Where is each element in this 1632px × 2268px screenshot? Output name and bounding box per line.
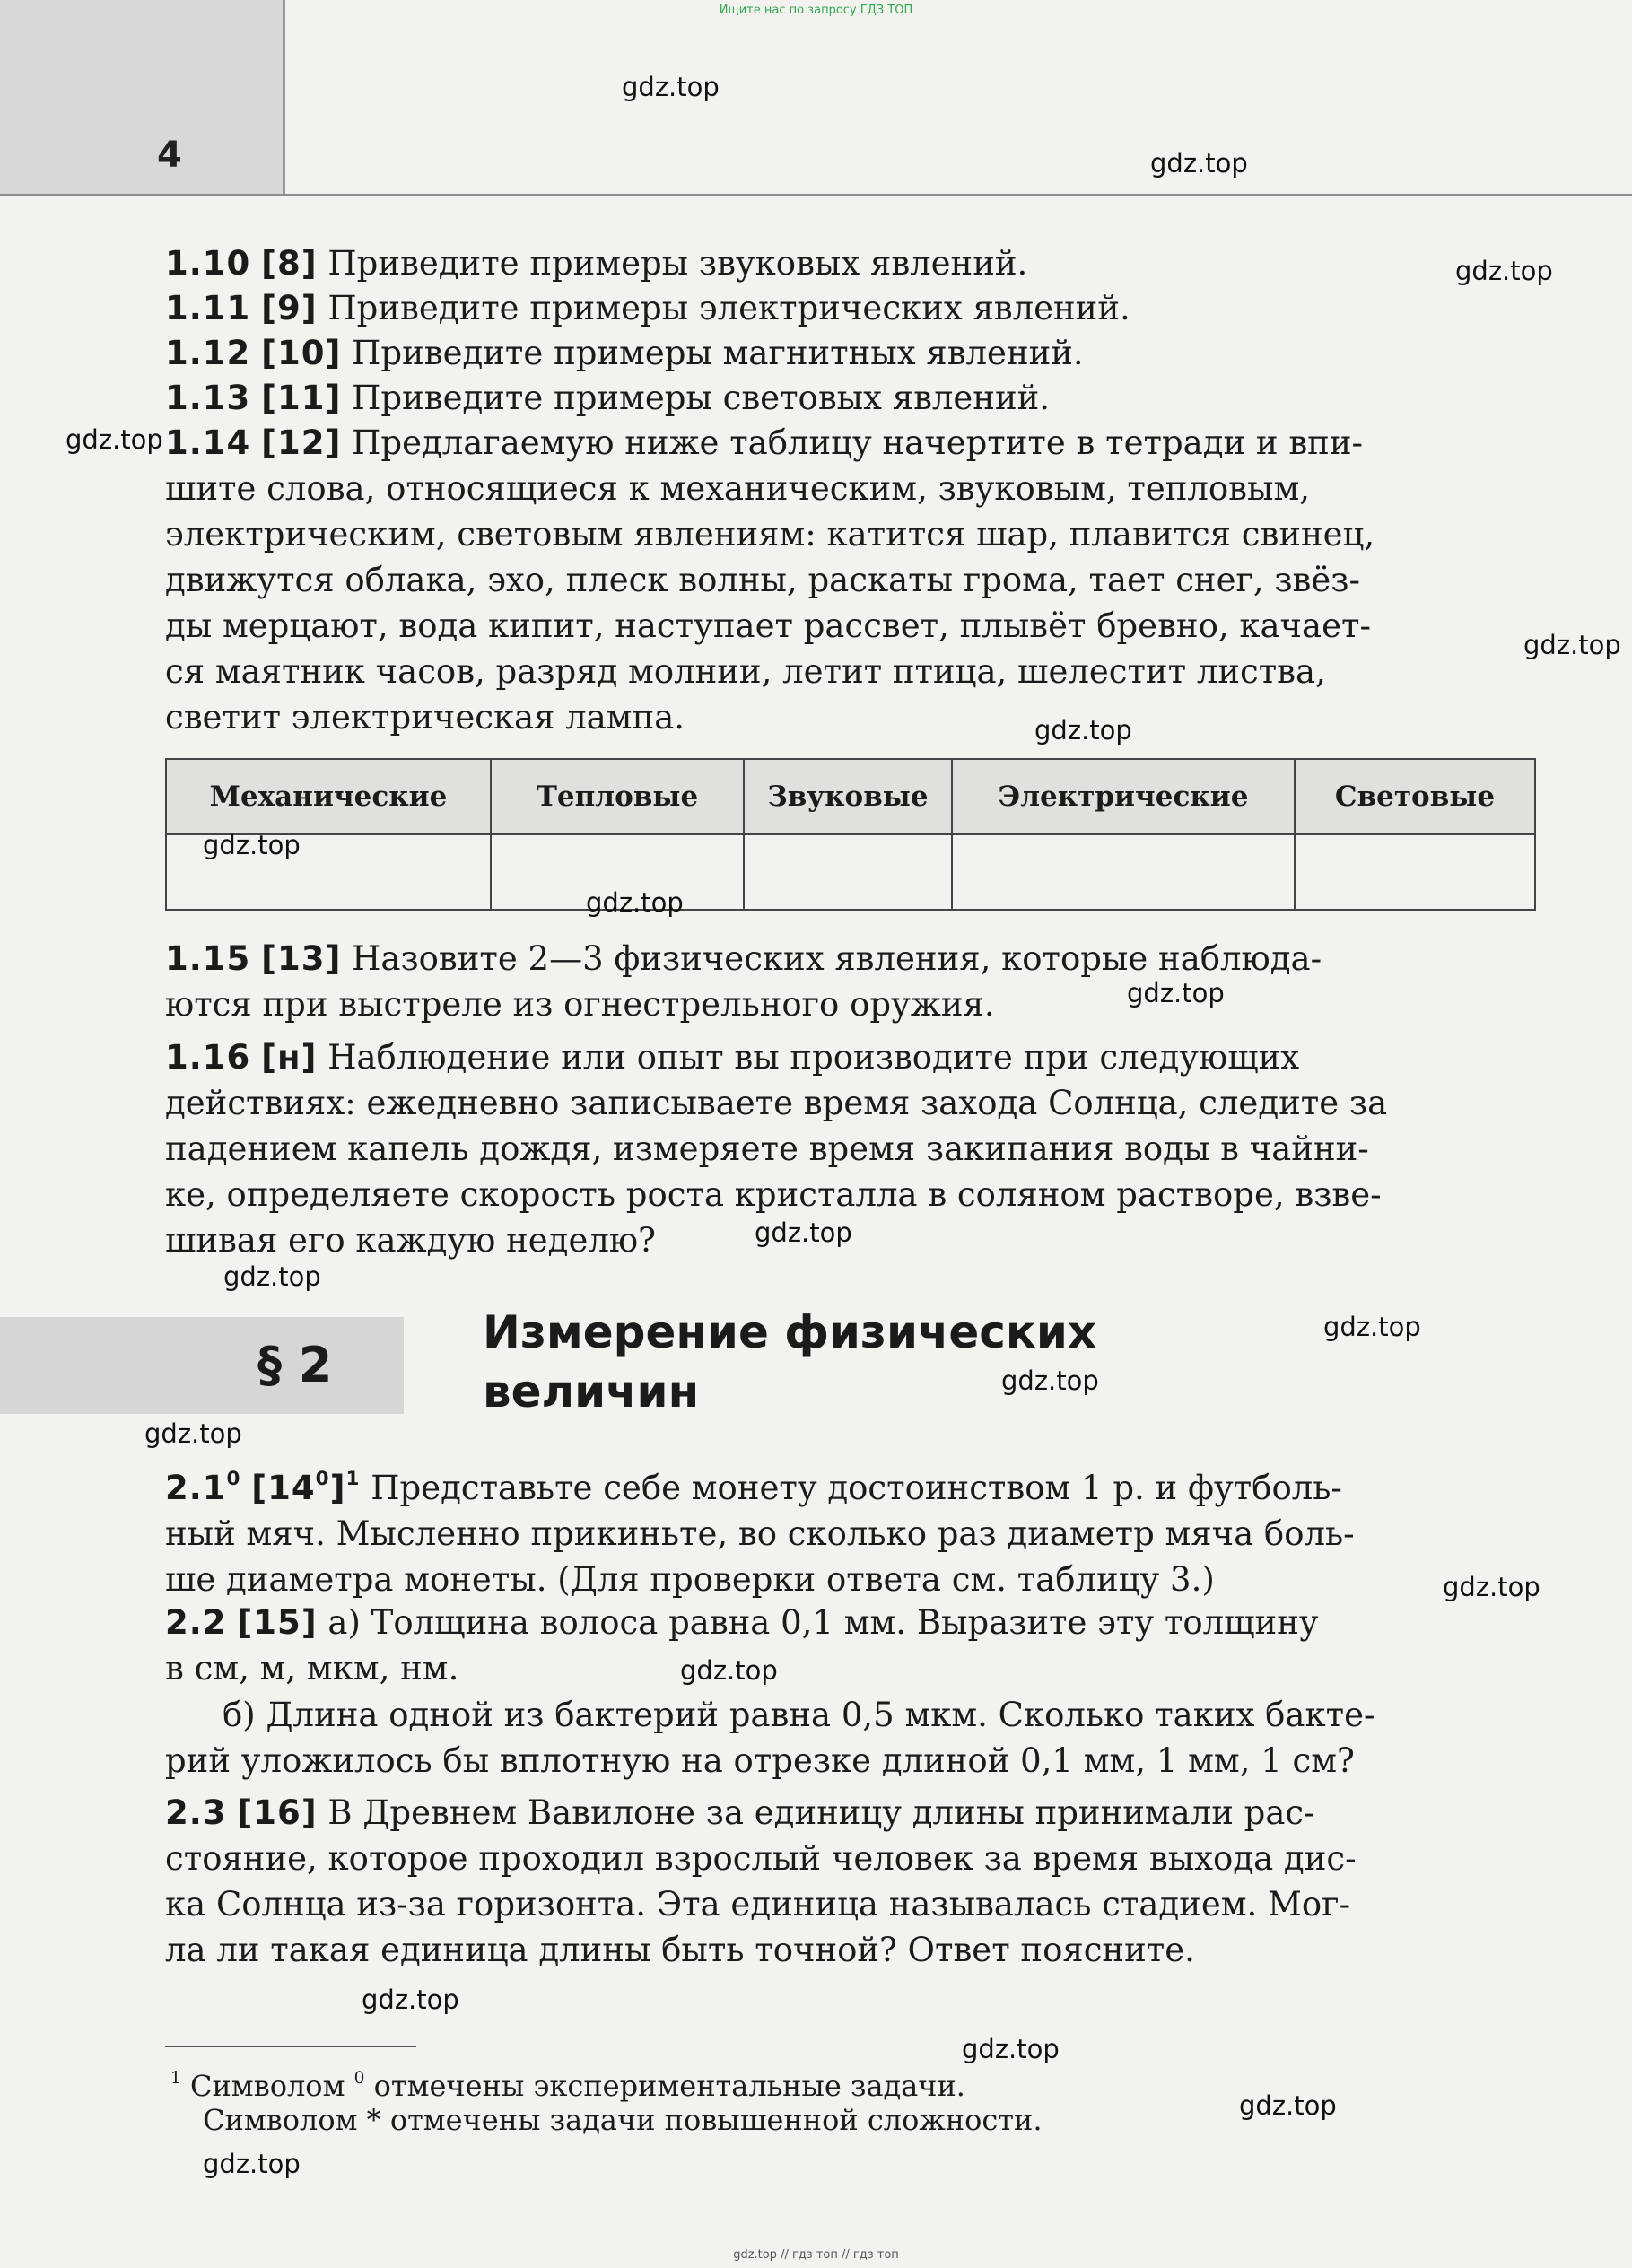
footnote-2: Символом * отмечены задачи повышенной сложности. — [203, 2103, 1043, 2137]
footnote-1: $^1$ Символом $^0$ отмечены экспериментальные задачи. — [170, 2068, 965, 2103]
watermark: gdz.top — [962, 2034, 1060, 2064]
problem-text: ся маятник часов, разряд молнии, летит птица, шелестит листва, — [165, 652, 1326, 691]
watermark: gdz.top — [203, 830, 301, 860]
problem-number: 2.3 — [165, 1793, 227, 1832]
problem-1-12 — [165, 330, 1538, 376]
problem-text: электрическим, световым явлениям: катится шар, плавится свинец, — [165, 515, 1375, 554]
watermark: gdz.top — [1239, 2090, 1337, 2121]
problem-text: Предлагаемую ниже таблицу начертите в тетради и впи- — [352, 423, 1363, 462]
watermark: gdz.top — [1443, 1572, 1540, 1602]
watermark: gdz.top — [1523, 630, 1621, 660]
watermark: gdz.top — [1034, 715, 1132, 746]
problem-number: 1.10 — [165, 244, 251, 283]
problem-text: Приведите примеры световых явлений. — [352, 379, 1051, 417]
table-cell — [744, 834, 952, 910]
table-header-light: Световые — [1295, 759, 1535, 834]
watermark: gdz.top — [362, 1984, 459, 2015]
problem-text: б) Длина одной из бактерий равна 0,5 мкм. Сколько таких бакте- — [223, 1696, 1375, 1734]
problem-text: ка Солнца из-за горизонта. Эта единица называлась стадием. Мог- — [165, 1885, 1351, 1923]
problem-text: Наблюдение или опыт вы производите при следующих — [327, 1038, 1300, 1077]
problem-text: а) Толщина волоса равна 0,1 мм. Выразите эту толщину — [327, 1603, 1319, 1642]
problem-text: движутся облака, эхо, плеск волны, раскаты грома, тает снег, звёз- — [165, 561, 1360, 599]
problem-text: Назовите 2—3 физических явления, которые наблюда- — [352, 939, 1322, 978]
page-number: 4 — [157, 135, 182, 176]
problem-tag: [9] — [261, 289, 318, 327]
problem-text: падением капель дождя, измеряете время закипания воды в чайни- — [165, 1130, 1369, 1168]
problem-tag: [н] — [261, 1038, 318, 1077]
watermark: gdz.top — [755, 1217, 852, 1248]
problem-tag: [15] — [237, 1603, 318, 1642]
header-rule — [0, 194, 1632, 196]
watermark: gdz.top — [144, 1418, 242, 1449]
table-header-thermal: Тепловые — [491, 759, 744, 834]
problem-2-1 — [165, 1456, 1538, 1602]
problem-number: 1.15 — [165, 939, 251, 978]
problem-2-2-b — [165, 1692, 1538, 1784]
problem-2-2 — [165, 1600, 1538, 1691]
problem-tag: [16] — [237, 1793, 318, 1832]
watermark: gdz.top — [65, 424, 163, 455]
problem-text: действиях: ежедневно записываете время захода Солнца, следите за — [165, 1084, 1388, 1122]
problem-text: рий уложилось бы вплотную на отрезке длиной 0,1 мм, 1 мм, 1 см? — [165, 1741, 1355, 1780]
problem-text: ды мерцают, вода кипит, наступает рассвет, плывёт бревно, качает- — [165, 606, 1371, 645]
top-search-hint[interactable]: Ищите нас по запросу ГДЗ ТОП — [719, 4, 913, 17]
problem-number: 1.16 — [165, 1038, 251, 1077]
watermark: gdz.top — [223, 1261, 321, 1292]
section-number: § 2 — [257, 1337, 333, 1393]
section-title: Измерение физических величин — [483, 1306, 1097, 1418]
watermark: gdz.top — [622, 72, 720, 102]
watermark: gdz.top — [1150, 148, 1248, 179]
problem-number: 2.2 — [165, 1603, 227, 1642]
table-cell — [1295, 834, 1535, 910]
problem-number: 1.14 — [165, 423, 251, 462]
problem-1-10 — [165, 240, 1538, 286]
problem-number: 1.13 — [165, 379, 251, 417]
watermark: gdz.top — [1127, 978, 1225, 1008]
table-header-mechanical: Механические — [166, 759, 491, 834]
problem-text: ке, определяете скорость роста кристалла в соляном растворе, взве- — [165, 1175, 1382, 1214]
problem-text: ше диаметра монеты. (Для проверки ответа см. таблицу 3.) — [165, 1560, 1215, 1600]
problem-number: $2.1^0$ — [165, 1468, 241, 1508]
problem-text: Приведите примеры магнитных явлений. — [352, 334, 1084, 372]
problem-tag: [8] — [261, 244, 318, 283]
watermark: gdz.top — [1455, 256, 1553, 286]
problem-number: 1.11 — [165, 289, 251, 327]
problem-text: в см, м, мкм, нм. — [165, 1649, 459, 1688]
section-band — [0, 1317, 404, 1414]
problem-tag: [10] — [261, 334, 342, 372]
problem-tag: $[14^0]^1$ — [251, 1468, 361, 1508]
table-header-sound: Звуковые — [744, 759, 952, 834]
watermark: gdz.top — [586, 887, 684, 918]
problem-number: 1.12 — [165, 334, 251, 372]
problem-text: ла ли такая единица длины быть точной? Ответ поясните. — [165, 1931, 1195, 1969]
table-cell — [952, 834, 1295, 910]
problem-text: шите слова, относящиеся к механическим, звуковым, тепловым, — [165, 469, 1310, 508]
problem-text: стояние, которое проходил взрослый человек за время выхода дис- — [165, 1839, 1357, 1878]
problem-text: В Древнем Вавилоне за единицу длины принимали рас- — [327, 1793, 1315, 1832]
problem-text: Приведите примеры звуковых явлений. — [327, 244, 1028, 283]
problem-text: шивая его каждую неделю? — [165, 1221, 656, 1260]
problem-text: ный мяч. Мысленно прикиньте, во сколько раз диаметр мяча боль- — [165, 1514, 1355, 1554]
problem-1-15 — [165, 936, 1538, 1027]
problem-2-3 — [165, 1790, 1538, 1973]
problem-tag: [12] — [261, 423, 342, 462]
problem-tag: [11] — [261, 379, 342, 417]
problem-text: ются при выстреле из огнестрельного оружия. — [165, 985, 995, 1024]
problem-text: Приведите примеры электрических явлений. — [327, 289, 1130, 327]
problem-text: светит электрическая лампа. — [165, 698, 685, 737]
header-band — [0, 0, 285, 194]
watermark: gdz.top — [1323, 1312, 1421, 1342]
bottom-links[interactable]: gdz.top // гдз топ // гдз топ — [733, 2248, 899, 2262]
problem-1-13 — [165, 375, 1538, 421]
watermark: gdz.top — [1001, 1365, 1099, 1396]
problem-1-14 — [165, 420, 1538, 740]
footnote-rule — [165, 2046, 416, 2047]
table-header-electric: Электрические — [952, 759, 1295, 834]
watermark: gdz.top — [680, 1655, 778, 1686]
phenomena-table — [165, 758, 1536, 911]
watermark: gdz.top — [203, 2149, 301, 2179]
problem-1-11 — [165, 285, 1538, 331]
problem-text: Представьте себе монету достоинством 1 р. и футболь- — [371, 1469, 1342, 1508]
footnote-marker: 1 — [170, 2069, 181, 2088]
problem-tag: [13] — [261, 939, 342, 978]
